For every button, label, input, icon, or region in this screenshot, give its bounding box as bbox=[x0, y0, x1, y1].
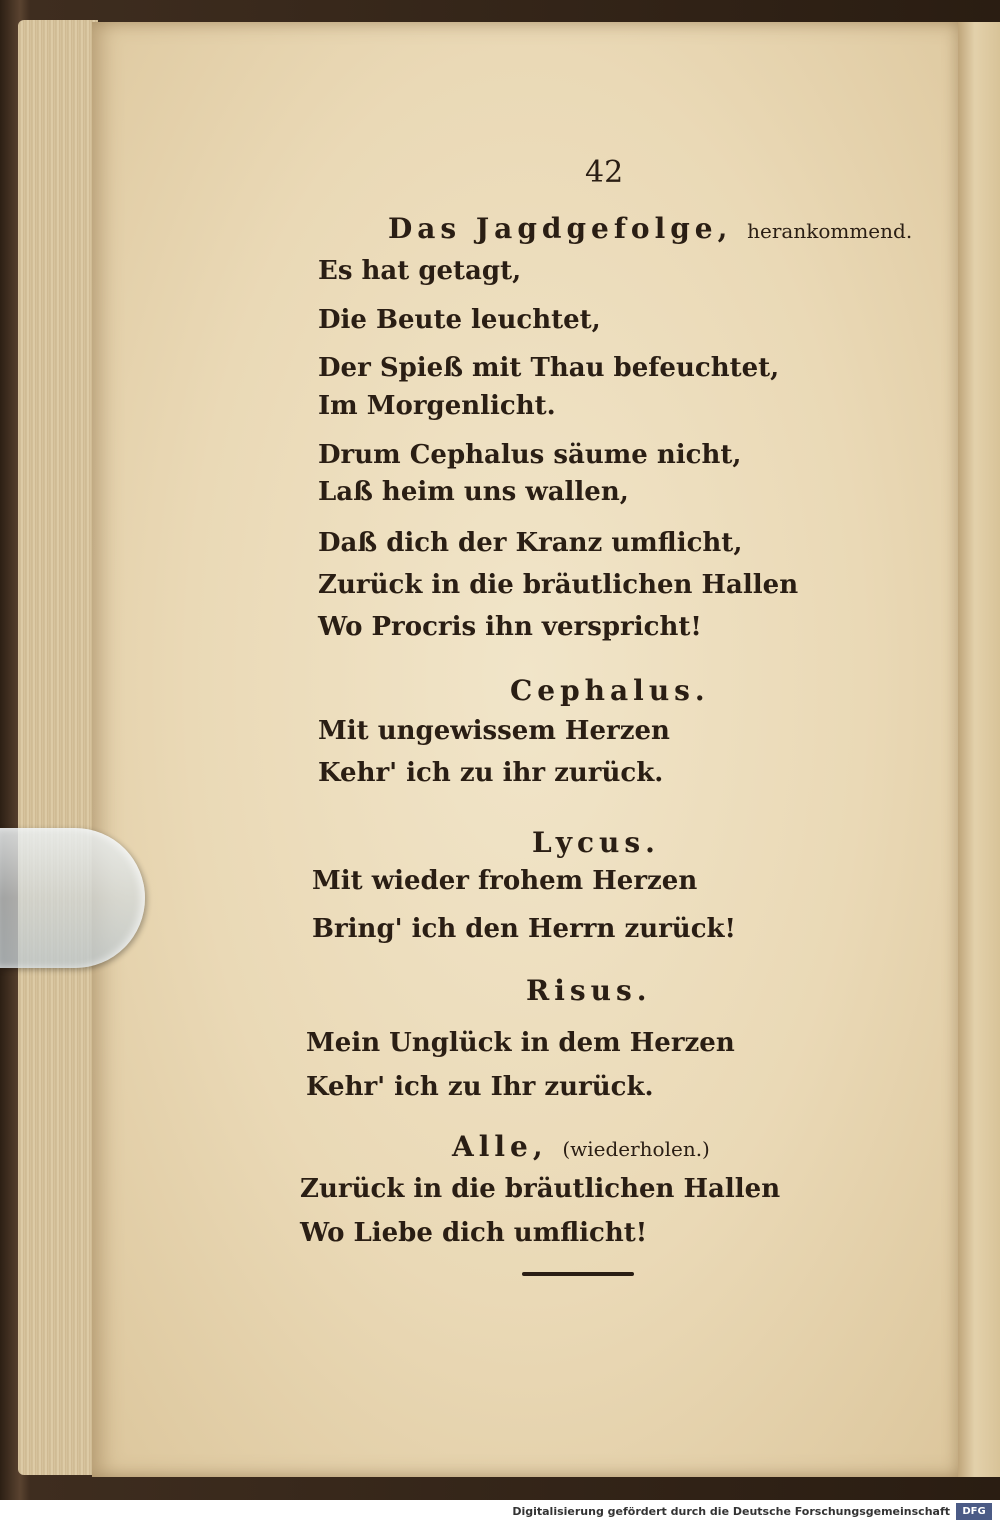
stage-direction: (wiederholen.) bbox=[562, 1137, 710, 1161]
verse-line: Mit ungewissem Herzen bbox=[318, 716, 670, 746]
verse-line: Die Beute leuchtet, bbox=[318, 305, 601, 335]
verse-line: Der Spieß mit Thau befeuchtet, bbox=[318, 353, 780, 383]
speaker-heading bbox=[526, 974, 652, 1007]
end-rule bbox=[522, 1272, 634, 1276]
verse-line: Zurück in die bräutlichen Hallen bbox=[300, 1174, 781, 1204]
verse-line: Drum Cephalus säume nicht, bbox=[318, 440, 742, 470]
speaker-name: Cephalus. bbox=[510, 674, 710, 707]
verse-line: Laß heim uns wallen, bbox=[318, 477, 629, 507]
speaker-name: Das Jagdgefolge, bbox=[388, 212, 733, 245]
speaker-heading bbox=[388, 212, 912, 245]
verse-line: Zurück in die bräutlichen Hallen bbox=[318, 570, 799, 600]
facing-page-edge bbox=[958, 22, 1000, 1477]
speaker-name: Lycus. bbox=[532, 826, 660, 859]
speaker-heading bbox=[452, 1130, 710, 1163]
verse-line: Wo Procris ihn verspricht! bbox=[318, 612, 702, 642]
verse-line: Bring' ich den Herrn zurück! bbox=[312, 914, 736, 944]
speaker-name: Risus. bbox=[526, 974, 652, 1007]
verse-line: Im Morgenlicht. bbox=[318, 391, 556, 421]
verse-line: Kehr' ich zu Ihr zurück. bbox=[306, 1072, 654, 1102]
speaker-heading bbox=[510, 674, 710, 707]
speaker-name: Alle, bbox=[452, 1130, 548, 1163]
digitization-footer bbox=[0, 1500, 1000, 1524]
speaker-heading bbox=[532, 826, 660, 859]
page-number: 42 bbox=[585, 155, 624, 190]
verse-line: Mit wieder frohem Herzen bbox=[312, 866, 698, 896]
page-stack-edge bbox=[18, 20, 98, 1475]
verse-line: Kehr' ich zu ihr zurück. bbox=[318, 758, 664, 788]
footer-credit: Digitalisierung gefördert durch die Deutsche Forschungsgemeinschaft bbox=[512, 1505, 950, 1518]
verse-line: Daß dich der Kranz umflicht, bbox=[318, 528, 743, 558]
verse-line: Mein Unglück in dem Herzen bbox=[306, 1028, 735, 1058]
dfg-logo: DFG bbox=[956, 1503, 992, 1520]
page-holder-clip bbox=[0, 828, 145, 968]
verse-line: Wo Liebe dich umflicht! bbox=[300, 1218, 648, 1248]
stage-direction: herankommend. bbox=[747, 219, 913, 243]
verse-line: Es hat getagt, bbox=[318, 256, 522, 286]
